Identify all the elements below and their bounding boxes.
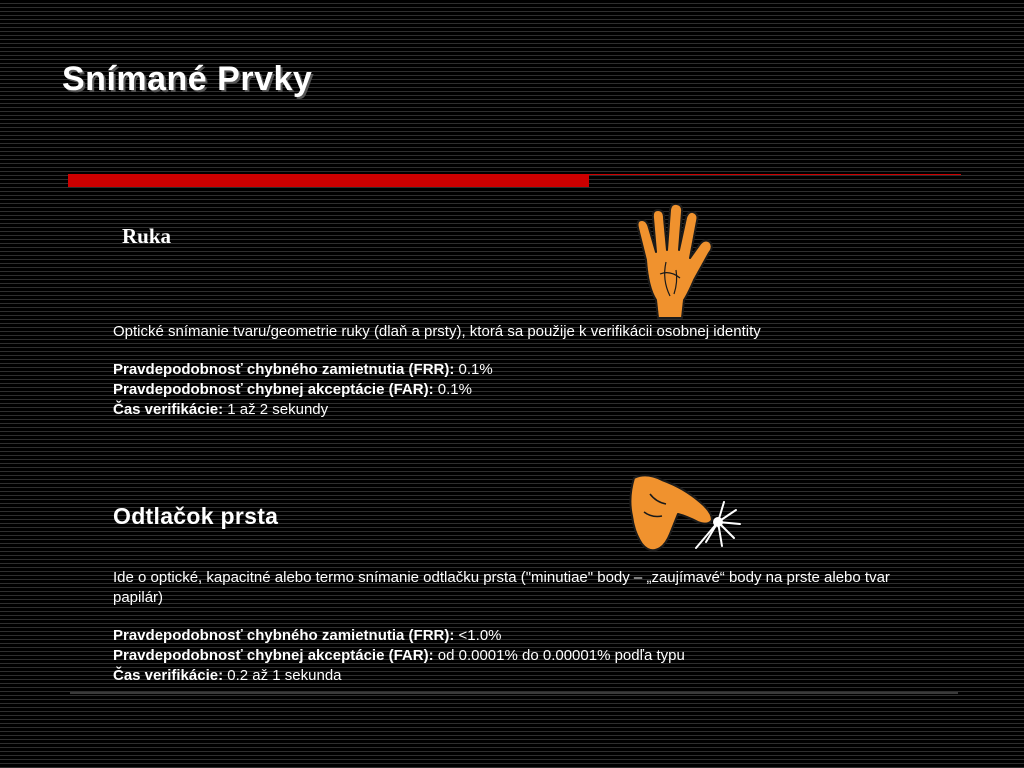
title-underline-thick (68, 174, 589, 187)
stats-block-odtlacok (113, 626, 933, 686)
hand-icon (626, 200, 722, 322)
stat-label: Čas verifikácie: (113, 401, 224, 418)
stat-label: Pravdepodobnosť chybnej akceptácie (FAR): (113, 381, 434, 398)
stat-far (113, 646, 933, 666)
stat-value: 0.1% (458, 361, 493, 378)
stat-frr (113, 626, 933, 646)
stat-far (113, 380, 933, 400)
section-description-odtlacok: Ide o optické, kapacitné alebo termo snímanie odtlačku prsta ("minutiae" body – „zaujímavé“ body na prste alebo tvar papilár) (113, 569, 890, 606)
stat-label: Pravdepodobnosť chybnej akceptácie (FAR): (113, 647, 434, 664)
stat-frr (113, 360, 933, 380)
stat-time (113, 666, 933, 686)
stats-block-ruka (113, 360, 933, 420)
stat-label: Pravdepodobnosť chybného zamietnutia (FRR): (113, 361, 455, 378)
stat-value: 0.1% (437, 381, 472, 398)
section-description-ruka: Optické snímanie tvaru/geometrie ruky (dlaň a prsty), ktorá sa použije k verifikácii osobnej identity (113, 323, 761, 340)
stat-label: Čas verifikácie: (113, 667, 224, 684)
stat-label: Pravdepodobnosť chybného zamietnutia (FRR): (113, 627, 455, 644)
stat-value: 0.2 až 1 sekunda (227, 667, 342, 684)
section-heading-ruka: Ruka (122, 224, 172, 248)
title-underline-thin (589, 174, 961, 175)
slide-title: Snímané Prvky (62, 60, 313, 98)
footer-divider (70, 692, 958, 694)
stat-value: 1 až 2 sekundy (227, 401, 329, 418)
section-heading-odtlacok: Odtlačok prsta (113, 503, 279, 529)
fingerprint-touch-icon (626, 472, 744, 560)
stat-time (113, 400, 933, 420)
stat-value: <1.0% (458, 627, 502, 644)
stat-value: od 0.0001% do 0.00001% podľa typu (437, 647, 685, 664)
